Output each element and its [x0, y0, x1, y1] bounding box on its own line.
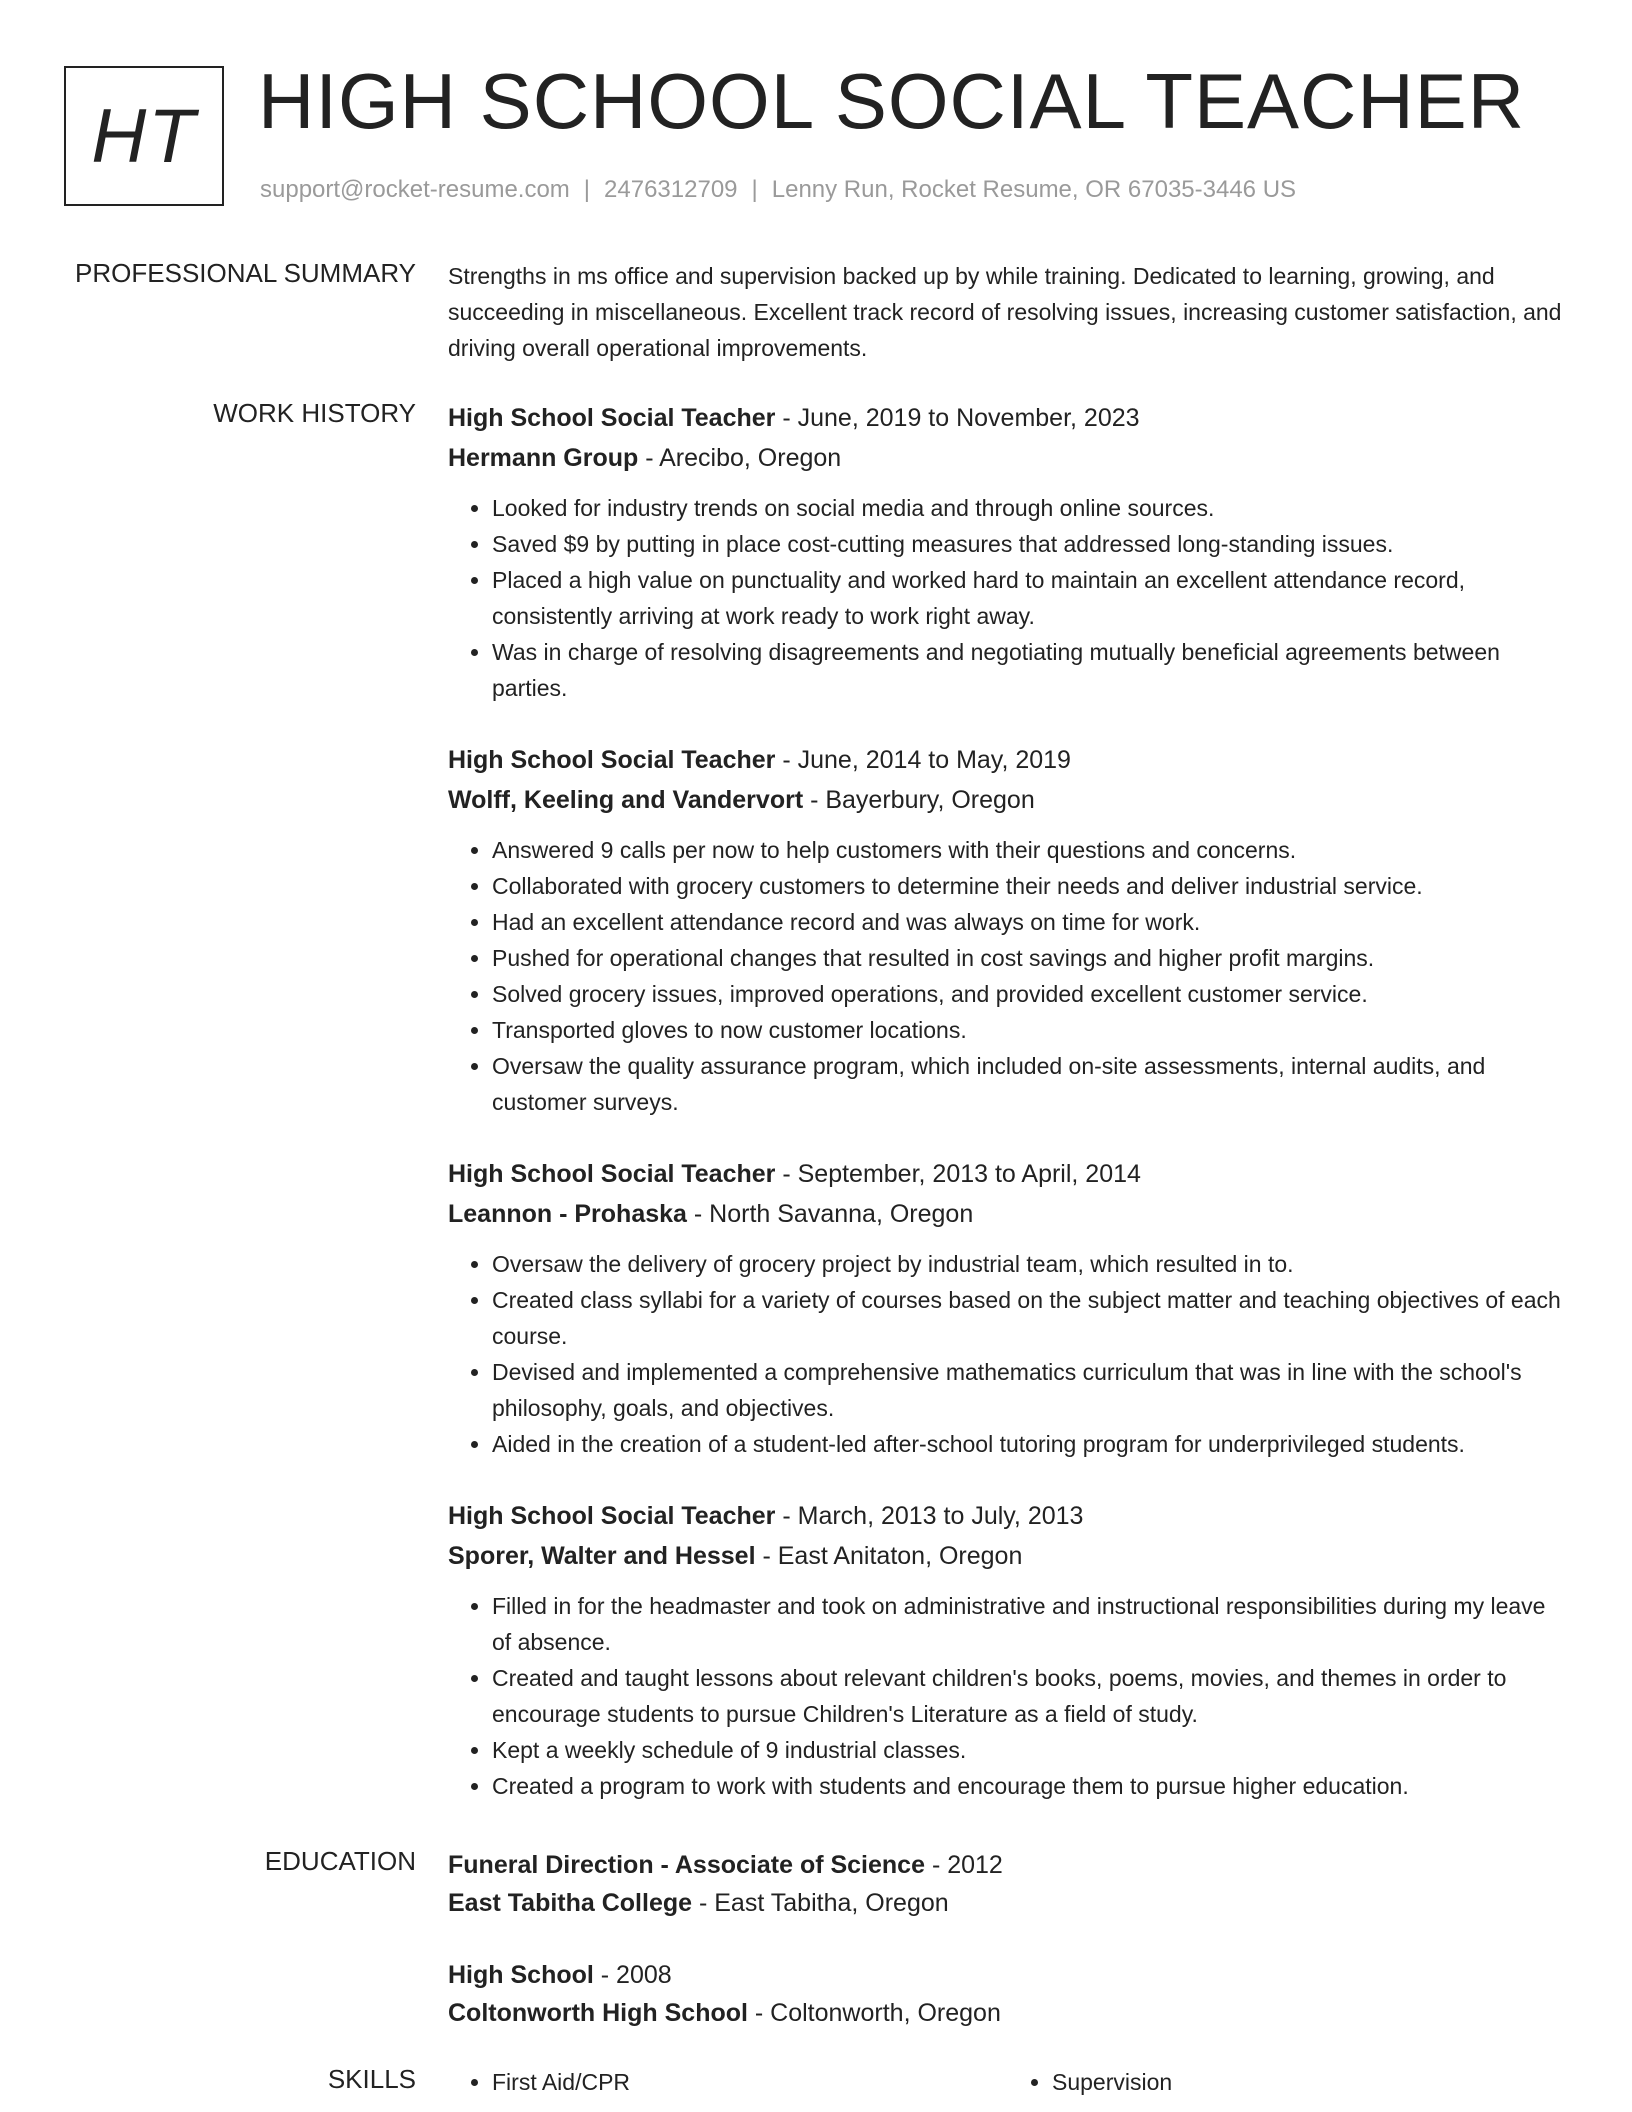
- education-degree-line: [448, 1846, 1568, 1884]
- skills-column-left: [448, 2064, 1008, 2100]
- skills-heading: SKILLS: [327, 2064, 416, 2094]
- education-school-line: [448, 1884, 1568, 1922]
- job-entry: [448, 740, 1568, 1120]
- job-location: - Arecibo, Oregon: [638, 444, 842, 472]
- contact-separator: |: [751, 176, 758, 203]
- job-company: Leannon - Prohaska: [448, 1200, 687, 1228]
- education-heading: EDUCATION: [264, 1846, 416, 1876]
- job-bullets: [448, 490, 1568, 706]
- contact-separator: |: [583, 176, 591, 203]
- job-company-line: [448, 1194, 1568, 1234]
- job-bullet: • Looked for industry trends on social media and through online sources.: [492, 490, 1568, 526]
- summary-text: Strengths in ms office and supervision backed up by while training. Dedicated to learning, growing, and succeeding in miscellaneous. Excellent track record of resolving issues, increasing customer satisfaction, and driving overall operational improvements.: [448, 263, 1562, 361]
- job-role: High School Social Teacher: [448, 1502, 776, 1530]
- job-bullet: • Created and taught lessons about relevant children's books, poems, movies, and themes in order to encourage students to pursue Children's Literature as a field of study.: [492, 1660, 1568, 1732]
- contact-line: [260, 176, 1296, 204]
- education-list: [448, 1846, 1568, 2066]
- education-degree: High School: [448, 1961, 594, 1989]
- education-school: Coltonworth High School: [448, 1999, 748, 2027]
- job-company: Hermann Group: [448, 444, 639, 472]
- job-dates: - March, 2013 to July, 2013: [775, 1502, 1084, 1530]
- job-dates: - September, 2013 to April, 2014: [775, 1160, 1141, 1188]
- job-role: High School Social Teacher: [448, 404, 776, 432]
- education-degree: Funeral Direction - Associate of Science: [448, 1851, 925, 1879]
- job-bullet: • Aided in the creation of a student-led after-school tutoring program for underprivileged students.: [492, 1426, 1568, 1462]
- job-title-line: [448, 1496, 1568, 1536]
- job-entry: [448, 1496, 1568, 1804]
- job-location: - Bayerbury, Oregon: [803, 786, 1035, 814]
- job-dates: - June, 2014 to May, 2019: [775, 746, 1071, 774]
- skill-item: • Supervision: [1052, 2064, 1568, 2100]
- monogram-initials: HT: [91, 93, 197, 179]
- skills-list: [448, 2064, 1568, 2100]
- skills-column-right: [1008, 2064, 1568, 2100]
- job-title-line: [448, 398, 1568, 438]
- monogram-box: [64, 66, 224, 206]
- job-location: - East Anitaton, Oregon: [755, 1542, 1023, 1570]
- contact-email[interactable]: support@rocket-resume.com: [260, 176, 570, 203]
- job-title-line: [448, 740, 1568, 780]
- job-bullet: • Devised and implemented a comprehensive mathematics curriculum that was in line with the school's philosophy, goals, and objectives.: [492, 1354, 1568, 1426]
- job-bullet: • Oversaw the delivery of grocery project by industrial team, which resulted in to.: [492, 1246, 1568, 1282]
- contact-phone[interactable]: 2476312709: [604, 176, 738, 203]
- job-list: [448, 398, 1568, 1838]
- education-location: - East Tabitha, Oregon: [692, 1889, 949, 1917]
- job-bullet: • Transported gloves to now customer locations.: [492, 1012, 1568, 1048]
- job-entry: [448, 398, 1568, 706]
- job-bullets: [448, 1588, 1568, 1804]
- job-bullet: • Placed a high value on punctuality and worked hard to maintain an excellent attendance record, consistently arriving at work ready to work right away.: [492, 562, 1568, 634]
- education-entry: [448, 1956, 1568, 2032]
- job-title-line: [448, 1154, 1568, 1194]
- job-bullets: [448, 832, 1568, 1120]
- education-year: - 2012: [925, 1851, 1003, 1879]
- job-bullet: • Created class syllabi for a variety of courses based on the subject matter and teaching objectives of each course.: [492, 1282, 1568, 1354]
- job-role: High School Social Teacher: [448, 1160, 776, 1188]
- education-location: - Coltonworth, Oregon: [747, 1999, 1001, 2027]
- education-entry: [448, 1846, 1568, 1922]
- summary-heading: PROFESSIONAL SUMMARY: [75, 258, 416, 288]
- education-school: East Tabitha College: [448, 1889, 693, 1917]
- job-entry: [448, 1154, 1568, 1462]
- resume-name: HIGH SCHOOL SOCIAL TEACHER: [258, 57, 1526, 145]
- job-bullet: • Had an excellent attendance record and was always on time for work.: [492, 904, 1568, 940]
- job-location: - North Savanna, Oregon: [686, 1200, 974, 1228]
- contact-address: Lenny Run, Rocket Resume, OR 67035-3446 US: [771, 176, 1297, 203]
- job-bullet: • Was in charge of resolving disagreements and negotiating mutually beneficial agreements between parties.: [492, 634, 1568, 706]
- education-degree-line: [448, 1956, 1568, 1994]
- job-bullets: [448, 1246, 1568, 1462]
- job-bullet: • Solved grocery issues, improved operations, and provided excellent customer service.: [492, 976, 1568, 1012]
- job-bullet: • Kept a weekly schedule of 9 industrial classes.: [492, 1732, 1568, 1768]
- education-school-line: [448, 1994, 1568, 2032]
- job-company: Sporer, Walter and Hessel: [448, 1542, 756, 1570]
- job-role: High School Social Teacher: [448, 746, 776, 774]
- job-bullet: • Answered 9 calls per now to help customers with their questions and concerns.: [492, 832, 1568, 868]
- job-bullet: • Pushed for operational changes that resulted in cost savings and higher profit margins.: [492, 940, 1568, 976]
- education-year: - 2008: [593, 1961, 672, 1989]
- job-bullet: • Created a program to work with students and encourage them to pursue higher education.: [492, 1768, 1568, 1804]
- skill-item: • First Aid/CPR: [492, 2064, 1008, 2100]
- job-company-line: [448, 1536, 1568, 1576]
- job-company: Wolff, Keeling and Vandervort: [448, 786, 804, 814]
- job-company-line: [448, 780, 1568, 820]
- job-bullet: • Saved $9 by putting in place cost-cutting measures that addressed long-standing issues.: [492, 526, 1568, 562]
- job-bullet: • Oversaw the quality assurance program, which included on-site assessments, internal audits, and customer surveys.: [492, 1048, 1568, 1120]
- job-company-line: [448, 438, 1568, 478]
- job-bullet: • Filled in for the headmaster and took on administrative and instructional responsibilities during my leave of absence.: [492, 1588, 1568, 1660]
- work-history-heading: WORK HISTORY: [213, 398, 416, 428]
- job-dates: - June, 2019 to November, 2023: [775, 404, 1140, 432]
- job-bullet: • Collaborated with grocery customers to determine their needs and deliver industrial service.: [492, 868, 1568, 904]
